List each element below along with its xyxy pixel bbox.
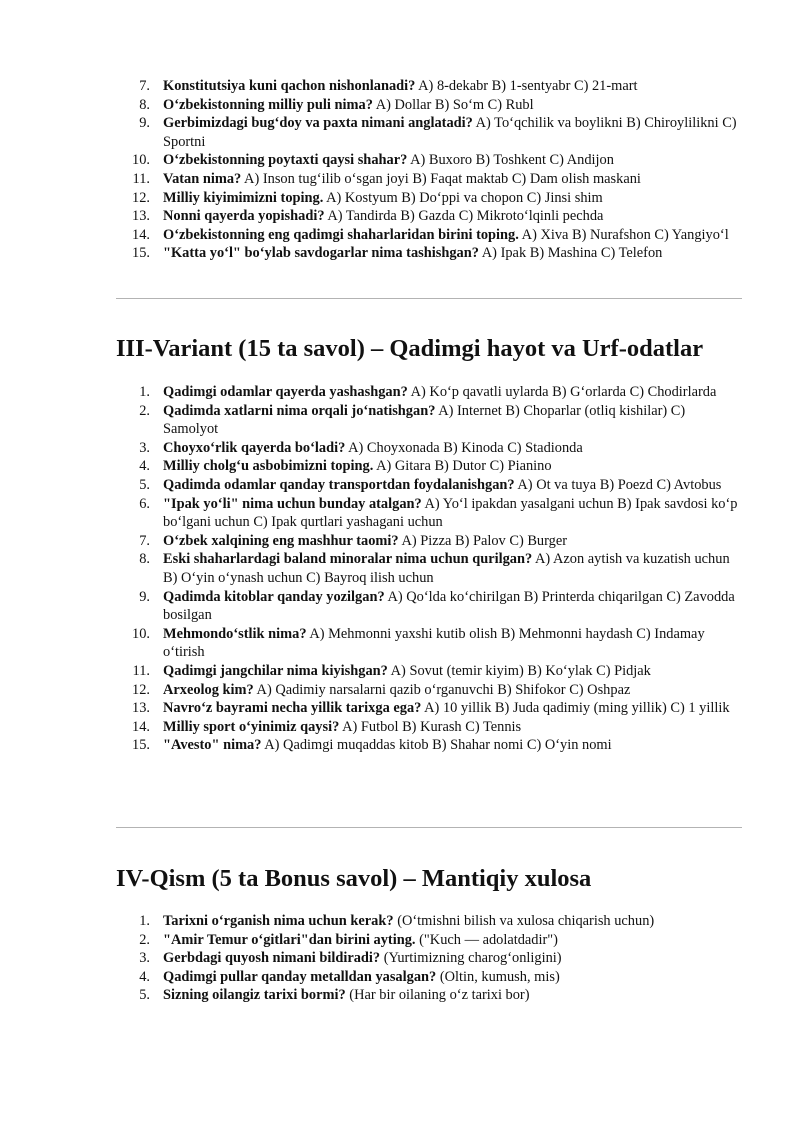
question-item — [0, 912, 800, 931]
question-text: Konstitutsiya kuni qachon nishonlanadi? — [163, 78, 416, 94]
question-number: 5. — [139, 987, 150, 1004]
question-text: "Ipak yo‘li" nima uchun bunday atalgan? — [163, 495, 422, 512]
answer-options: A) Tandirda B) Gazda C) Mikroto‘lqinli pechda — [327, 208, 604, 225]
answer-options: A) Internet B) Choparlar (otliq kishilar) C) Samolyot — [163, 402, 686, 438]
question-text: Qadimda odamlar qanday transportdan foydalanishgan? — [163, 476, 515, 493]
section-divider — [116, 827, 742, 828]
question-text: Milliy sport o‘yinimiz qaysi? — [163, 718, 340, 735]
question-item — [0, 736, 800, 755]
question-item — [0, 681, 800, 700]
answer-options: A) Choyxonada B) Kinoda C) Stadionda — [348, 439, 583, 456]
question-text: Eski shaharlardagi baland minoralar nima uchun qurilgan? — [163, 551, 533, 568]
question-item — [0, 402, 800, 439]
question-text: Tarixni o‘rganish nima uchun kerak? — [163, 913, 394, 929]
question-number: 1. — [139, 384, 150, 400]
question-number: 8. — [139, 96, 150, 113]
answer-options: A) Mehmonni yaxshi kutib olish B) Mehmonni haydash C) Indamay o‘tirish — [163, 625, 705, 661]
question-number: 10. — [132, 625, 150, 642]
answer-options: A) Ot va tuya B) Poezd C) Avtobus — [517, 476, 722, 493]
question-text: Gerbimizdagi bug‘doy va paxta nimani anglatadi? — [163, 115, 473, 132]
question-number: 15. — [132, 245, 150, 262]
question-text: Qadimgi odamlar qayerda yashashgan? — [163, 384, 408, 400]
answer-options: (O‘tmishni bilish va xulosa chiqarish uchun) — [397, 913, 655, 929]
question-list-bonus — [0, 912, 800, 1005]
question-number: 13. — [132, 700, 150, 717]
question-text: Vatan nima? — [163, 170, 242, 187]
question-text: Sizning oilangiz tarixi bormi? — [163, 987, 346, 1004]
question-item — [0, 151, 800, 170]
question-item — [0, 625, 800, 662]
question-item — [0, 588, 800, 625]
question-number: 5. — [139, 476, 150, 493]
question-number: 7. — [139, 532, 150, 549]
question-item — [0, 495, 800, 532]
answer-options: A) Inson tug‘ilib o‘sgan joyi B) Faqat maktab C) Dam olish maskani — [244, 170, 641, 187]
question-number: 4. — [139, 968, 150, 985]
question-item — [0, 968, 800, 987]
question-list-variant-3 — [0, 383, 800, 755]
question-item — [0, 439, 800, 458]
answer-options: A) Ko‘p qavatli uylarda B) G‘orlarda C) Chodirlarda — [410, 384, 717, 400]
answer-options: A) Buxoro B) Toshkent C) Andijon — [410, 152, 614, 169]
question-number: 10. — [132, 152, 150, 169]
question-item — [0, 226, 800, 245]
question-text: Choyxo‘rlik qayerda bo‘ladi? — [163, 439, 346, 456]
answer-options: A) Qadimiy narsalarni qazib o‘rganuvchi B) Shifokor C) Oshpaz — [256, 681, 631, 698]
question-item — [0, 189, 800, 208]
question-item — [0, 114, 800, 151]
question-number: 3. — [139, 950, 150, 967]
question-number: 14. — [132, 718, 150, 735]
question-text: Milliy cholg‘u asbobimizni toping. — [163, 458, 374, 475]
question-item — [0, 244, 800, 263]
question-text: Arxeolog kim? — [163, 681, 254, 698]
question-number: 11. — [132, 170, 150, 187]
question-number: 3. — [139, 439, 150, 456]
question-item — [0, 699, 800, 718]
section-heading-variant-3: III-Variant (15 ta savol) – Qadimgi hayot va Urf-odatlar — [116, 335, 704, 362]
section-heading-bonus: IV-Qism (5 ta Bonus savol) – Mantiqiy xulosa — [116, 865, 592, 892]
question-number: 9. — [139, 115, 150, 132]
question-text: "Amir Temur o‘gitlari"dan birini ayting. — [163, 931, 416, 948]
question-item — [0, 986, 800, 1005]
answer-options: A) Futbol B) Kurash C) Tennis — [342, 718, 522, 735]
answer-options: (Yurtimizning charog‘onligini) — [383, 950, 562, 967]
section-divider — [116, 298, 742, 299]
question-text: Navro‘z bayrami necha yillik tarixga ega? — [163, 700, 422, 717]
question-item — [0, 457, 800, 476]
question-text: Gerbdagi quyosh nimani bildiradi? — [163, 950, 381, 967]
answer-options: A) Kostyum B) Do‘ppi va chopon C) Jinsi shim — [326, 189, 603, 206]
question-number: 8. — [139, 551, 150, 568]
question-text: "Avesto" nima? — [163, 737, 262, 754]
question-text: Nonni qayerda yopishadi? — [163, 208, 325, 225]
answer-options: A) Xiva B) Nurafshon C) Yangiyo‘l — [521, 226, 729, 243]
question-number: 11. — [132, 662, 150, 679]
question-number: 7. — [139, 78, 150, 94]
question-number: 12. — [132, 681, 150, 698]
question-item — [0, 77, 800, 96]
question-text: O‘zbek xalqining eng mashhur taomi? — [163, 532, 399, 549]
answer-options: A) 10 yillik B) Juda qadimiy (ming yillik) C) 1 yillik — [424, 700, 730, 717]
answer-options: A) Qo‘lda ko‘chirilgan B) Printerda chiqarilgan C) Zavodda bosilgan — [163, 588, 735, 624]
question-number: 13. — [132, 208, 150, 225]
question-item — [0, 931, 800, 950]
answer-options: A) Dollar B) So‘m C) Rubl — [375, 96, 534, 113]
answer-options: (Oltin, kumush, mis) — [439, 968, 560, 985]
question-number: 2. — [139, 402, 150, 419]
question-text: Qadimda kitoblar qanday yozilgan? — [163, 588, 385, 605]
answer-options: A) To‘qchilik va boylikni B) Chiroylilikni C) Sportni — [163, 115, 737, 150]
answer-options: (Har bir oilaning o‘z tarixi bor) — [349, 987, 530, 1004]
question-number: 14. — [132, 226, 150, 243]
question-number: 15. — [132, 737, 150, 754]
question-item — [0, 170, 800, 189]
question-item — [0, 718, 800, 737]
answer-options: ("Kuch — adolatdadir") — [419, 931, 558, 948]
question-item — [0, 949, 800, 968]
question-list-continued — [0, 77, 800, 263]
answer-options: A) Ipak B) Mashina C) Telefon — [481, 245, 663, 262]
question-item — [0, 662, 800, 681]
question-number: 4. — [139, 458, 150, 475]
question-number: 6. — [139, 495, 150, 512]
question-number: 2. — [139, 931, 150, 948]
question-number: 1. — [139, 913, 150, 929]
question-text: "Katta yo‘l" bo‘ylab savdogarlar nima tashishgan? — [163, 245, 479, 262]
question-text: Qadimgi pullar qanday metalldan yasalgan? — [163, 968, 437, 985]
question-text: O‘zbekistonning eng qadimgi shaharlaridan birini toping. — [163, 226, 519, 243]
answer-options: A) Yo‘l ipakdan yasalgani uchun B) Ipak savdosi ko‘p bo‘lgani uchun C) Ipak qurtlari yashagani uchun — [163, 495, 738, 531]
question-item — [0, 532, 800, 551]
question-item — [0, 383, 800, 402]
question-text: Qadimda xatlarni nima orqali jo‘natishgan? — [163, 402, 436, 419]
question-number: 9. — [139, 588, 150, 605]
question-number: 12. — [132, 189, 150, 206]
answer-options: A) 8-dekabr B) 1-sentyabr C) 21-mart — [418, 78, 638, 94]
question-text: Mehmondo‘stlik nima? — [163, 625, 307, 642]
question-text: O‘zbekistonning poytaxti qaysi shahar? — [163, 152, 408, 169]
question-item — [0, 550, 800, 587]
question-text: O‘zbekistonning milliy puli nima? — [163, 96, 373, 113]
question-item — [0, 96, 800, 115]
answer-options: A) Azon aytish va kuzatish uchun B) O‘yin o‘ynash uchun C) Bayroq ilish uchun — [163, 551, 730, 586]
question-item — [0, 476, 800, 495]
answer-options: A) Sovut (temir kiyim) B) Ko‘ylak C) Pidjak — [390, 662, 651, 679]
answer-options: A) Qadimgi muqaddas kitob B) Shahar nomi C) O‘yin nomi — [264, 737, 612, 754]
question-item — [0, 207, 800, 226]
question-text: Qadimgi jangchilar nima kiyishgan? — [163, 662, 388, 679]
answer-options: A) Pizza B) Palov C) Burger — [401, 532, 568, 549]
question-text: Milliy kiyimimizni toping. — [163, 189, 324, 206]
answer-options: A) Gitara B) Dutor C) Pianino — [376, 458, 552, 475]
